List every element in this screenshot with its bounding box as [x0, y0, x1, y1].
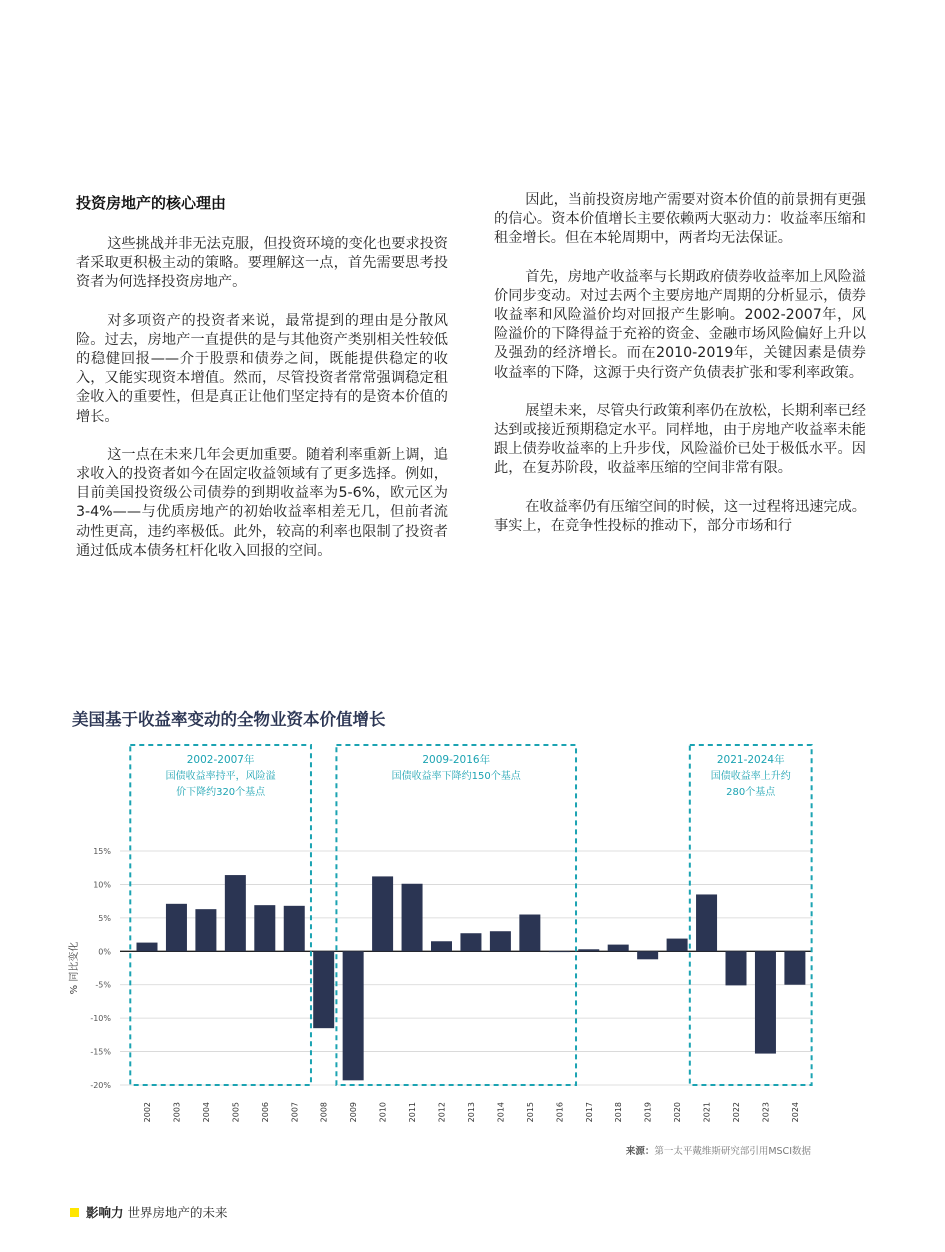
- bar: [254, 905, 275, 951]
- bar: [578, 949, 599, 951]
- bar-chart: [0, 730, 945, 1140]
- x-tick-label: 2003: [172, 1102, 182, 1123]
- annotation-text: 2009-2016年: [422, 754, 491, 766]
- bar: [284, 906, 305, 951]
- x-tick-label: 2002: [143, 1102, 152, 1123]
- x-tick-label: 2014: [496, 1102, 506, 1123]
- article-left-column: [76, 191, 448, 580]
- source-label: 来源：: [625, 1146, 655, 1157]
- y-tick-label: 0%: [98, 947, 111, 957]
- x-tick-label: 2005: [231, 1102, 241, 1123]
- annotation-text: 国债收益率下降约150个基点: [391, 771, 521, 782]
- footer-subtitle: 世界房地产的未来: [127, 1205, 228, 1220]
- x-tick-label: 2022: [732, 1102, 741, 1123]
- paragraph: 对多项资产的投资者来说，最常提到的理由是分散风险。过去，房地产一直提供的是与其他资产类别相关性较低的稳健回报——介于股票和债券之间，既能提供稳定的收入，又能实现资本增值。然而，尽管投资者常常强调稳定租金收入的重要性，但是真正让他们坚定持有的是资本价值的增长。: [76, 312, 448, 425]
- x-tick-label: 2008: [319, 1102, 329, 1123]
- y-tick-label: 5%: [98, 913, 111, 923]
- annotation-text: 2021-2024年: [716, 754, 785, 766]
- y-tick-label: 10%: [93, 880, 111, 890]
- section-heading: 投资房地产的核心理由: [76, 194, 227, 212]
- bar: [460, 933, 481, 951]
- x-tick-label: 2013: [466, 1102, 476, 1123]
- bar: [784, 951, 805, 984]
- x-tick-label: 2023: [761, 1102, 771, 1123]
- yellow-square-icon: [70, 1208, 79, 1217]
- page-footer: [70, 1203, 228, 1221]
- paragraph: 因此，当前投资房地产需要对资本价值的前景拥有更强的信心。资本价值增长主要依赖两大驱动力：收益率压缩和租金增长。但在本轮周期中，两者均无法保证。: [494, 192, 866, 247]
- x-tick-label: 2024: [790, 1102, 800, 1123]
- chart-title: 美国基于收益率变动的全物业资本价值增长: [72, 710, 386, 729]
- paragraph: 在收益率仍有压缩空间的时候，这一过程将迅速完成。事实上，在竞争性投标的推动下，部分市场和行: [494, 498, 866, 534]
- x-tick-label: 2018: [614, 1102, 624, 1123]
- paragraph: 展望未来，尽管央行政策利率仍在放松，长期利率已经达到或接近预期稳定水平。同样地，由于房地产收益率未能跟上债券收益率的上升步伐，风险溢价已处于极低水平。因此，在复苏阶段，收益率压缩的空间非常有限。: [494, 402, 866, 477]
- footer-brand: 影响力: [86, 1205, 124, 1220]
- source-text: 第一太平戴维斯研究部引用MSCI数据: [654, 1146, 811, 1157]
- bar: [637, 951, 658, 959]
- bar: [402, 884, 423, 952]
- x-tick-label: 2010: [378, 1102, 388, 1123]
- x-tick-label: 2020: [673, 1102, 683, 1123]
- annotation-text: 国债收益率持平，风险溢: [165, 771, 276, 782]
- y-tick-label: 15%: [93, 847, 111, 856]
- x-tick-label: 2019: [643, 1102, 653, 1123]
- y-tick-label: -20%: [90, 1081, 111, 1090]
- annotation-text: 价下降约320个基点: [176, 787, 266, 798]
- y-tick-label: -10%: [90, 1014, 111, 1024]
- x-tick-label: 2016: [555, 1102, 565, 1123]
- x-tick-label: 2006: [260, 1102, 270, 1123]
- y-tick-label: -15%: [90, 1047, 111, 1057]
- bar: [195, 909, 216, 951]
- bar: [519, 915, 540, 952]
- annotation-text: 280个基点: [726, 787, 776, 798]
- bar: [726, 951, 747, 985]
- bar: [431, 941, 452, 951]
- paragraph: 这些挑战并非无法克服，但投资环境的变化也要求投资者采取更积极主动的策略。要理解这一点，首先需要思考投资者为何选择投资房地产。: [76, 236, 448, 291]
- article-right-column: [494, 191, 866, 555]
- bar: [166, 904, 187, 951]
- paragraph: 这一点在未来几年会更加重要。随着利率重新上调，追求收入的投资者如今在固定收益领域有了更多选择。例如，目前美国投资级公司债券的到期收益率为5-6%，欧元区为3-4%——与优质房地产的初始收益率相差无几，但前者流动性更高，违约率极低。此外，较高的利率也限制了投资者通过低成本债务杠杆化收入回报的空间。: [76, 446, 448, 559]
- paragraph: 首先，房地产收益率与长期政府债券收益率加上风险溢价同步变动。对过去两个主要房地产周期的分析显示，债券收益率和风险溢价均对回报产生影响。2002-2007年，风险溢价的下降得益于充裕的资金、金融市场风险偏好上升以及强劲的经济增长。而在2010-2019年，关键因素是债券收益率的下降，这源于央行资产负债表扩张和零利率政策。: [494, 268, 866, 381]
- x-tick-label: 2015: [525, 1102, 535, 1123]
- bar: [372, 876, 393, 951]
- bar: [608, 945, 629, 952]
- bar: [137, 943, 158, 952]
- x-tick-label: 2021: [702, 1102, 712, 1123]
- x-tick-label: 2017: [584, 1102, 594, 1123]
- bar: [696, 894, 717, 951]
- bar: [755, 951, 776, 1053]
- bar: [667, 939, 688, 952]
- x-tick-label: 2012: [437, 1102, 447, 1123]
- x-tick-label: 2007: [290, 1102, 300, 1123]
- chart-source: [626, 1143, 811, 1157]
- x-tick-label: 2009: [349, 1102, 359, 1123]
- bar: [225, 875, 246, 951]
- bar: [313, 951, 334, 1028]
- y-axis-label: % 同比变化: [69, 941, 80, 995]
- x-tick-label: 2011: [408, 1102, 418, 1123]
- y-tick-label: -5%: [95, 980, 111, 990]
- annotation-text: 国债收益率上升约: [710, 771, 791, 782]
- annotation-text: 2002-2007年: [186, 754, 255, 766]
- x-tick-label: 2004: [201, 1102, 211, 1123]
- bar: [549, 951, 570, 952]
- bar: [490, 931, 511, 951]
- bar: [343, 951, 364, 1080]
